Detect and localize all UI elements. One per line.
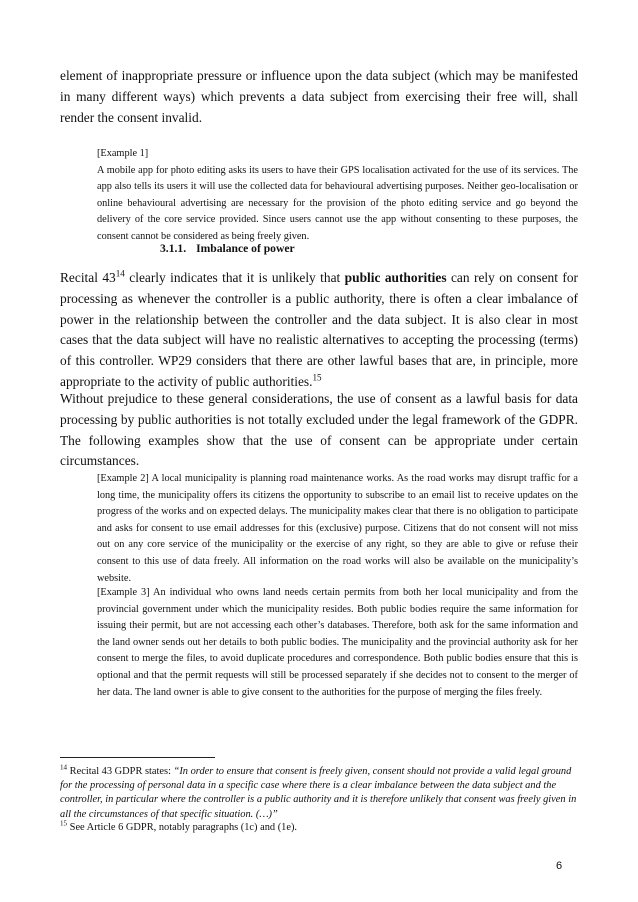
example-2: [Example 2] A local municipality is planning road maintenance works. As the road works may disrupt traffic for a long time, the municipality offers its citizens the opportunity to subscribe to an email list to receive updates on the progress of the works and on expected delays. The municipality makes clear that there is no obligation to participate and asks for consent to use email addresses for this (exclusive) purpose. Citizens that do not consent will not miss out on any core service of the municipality or the exercise of any right, so they are able to give or refuse their consent to this use of data freely. All information on the road works will also be available on the municipality’s website. <box>97 473 578 584</box>
footnote-15-mark: 15 <box>60 819 68 828</box>
footnote-15 <box>60 821 578 835</box>
section-heading <box>160 242 295 255</box>
page-number: 6 <box>556 860 563 872</box>
section-title: Imbalance of power <box>196 242 295 255</box>
prejudice-paragraph: Without prejudice to these general considerations, the use of consent as a lawful basis for data processing by public authorities is not totally excluded under the legal framework of the GDPR. The following examples show that the use of consent can be appropriate under certain circumstances. <box>60 391 578 469</box>
footnote-separator <box>60 757 215 758</box>
footnote-14-mark: 14 <box>60 763 68 772</box>
footnote-15-text: See Article 6 GDPR, notably paragraphs (1c) and (1e). <box>67 822 298 833</box>
example-1 <box>97 146 578 246</box>
recital-emphasis: public authorities <box>344 270 447 285</box>
recital-middle: clearly indicates that it is unlikely that <box>124 270 345 285</box>
footnote-14 <box>60 765 578 822</box>
footnote-14-lead: Recital 43 GDPR states: <box>67 766 174 777</box>
example-1-label: [Example 1] <box>97 148 149 159</box>
section-number: 3.1.1. <box>160 242 187 255</box>
footnote-14-quote: “In order to ensure that consent is freely given, consent should not provide a valid legal ground for the processing of personal data in a specific case where there is a clear imbalance between the data subject and the controller, in particular where the controller is a public authority and it is therefore unlikely that consent was freely given in all the circumstances of that specific situation. (…)” <box>60 766 577 820</box>
footnote-ref-14[interactable]: 14 <box>115 268 125 279</box>
intro-paragraph: element of inappropriate pressure or influence upon the data subject (which may be manifested in many different ways) which prevents a data subject from exercising their free will, shall render the consent invalid. <box>60 68 578 125</box>
recital-paragraph <box>60 268 578 393</box>
recital-tail: can rely on consent for processing as whenever the controller is a public authority, there is often a clear imbalance of power in the relationship between the controller and the data subject. It is also clear in most cases that the data subject will have no realistic alternatives to accepting the processing (terms) of this controller. WP29 considers that there are other lawful bases that are, in principle, more appropriate to the activity of public authorities. <box>60 270 578 389</box>
footnote-ref-15[interactable]: 15 <box>312 372 322 383</box>
example-1-text: A mobile app for photo editing asks its users to have their GPS localisation activated for the use of its services. The app also tells its users it will use the collected data for behavioural advertising purposes. Neither geo-localisation or online behavioural advertising are necessary for the provision of the photo editing service and go beyond the delivery of the core service provided. Since users cannot use the app without consenting to these purposes, the consent cannot be considered as being freely given. <box>97 164 578 242</box>
recital-lead: Recital 43 <box>60 270 116 285</box>
example-3: [Example 3] An individual who owns land needs certain permits from both her local municipality and from the provincial government under which the municipality resides. Both public bodies require the same information for issuing their permit, but are not accessing each other’s databases. Therefore, both ask for the same information and the land owner sends out her details to both public bodies. The municipality and the provincial authority ask for her consent to merge the files, to avoid duplicate procedures and correspondence. Both public bodies ensure that this is optional and that the permit requests will still be processed separately if she decides not to consent to the merger of her data. The land owner is able to give consent to the authorities for the purpose of merging the files freely. <box>97 587 578 698</box>
